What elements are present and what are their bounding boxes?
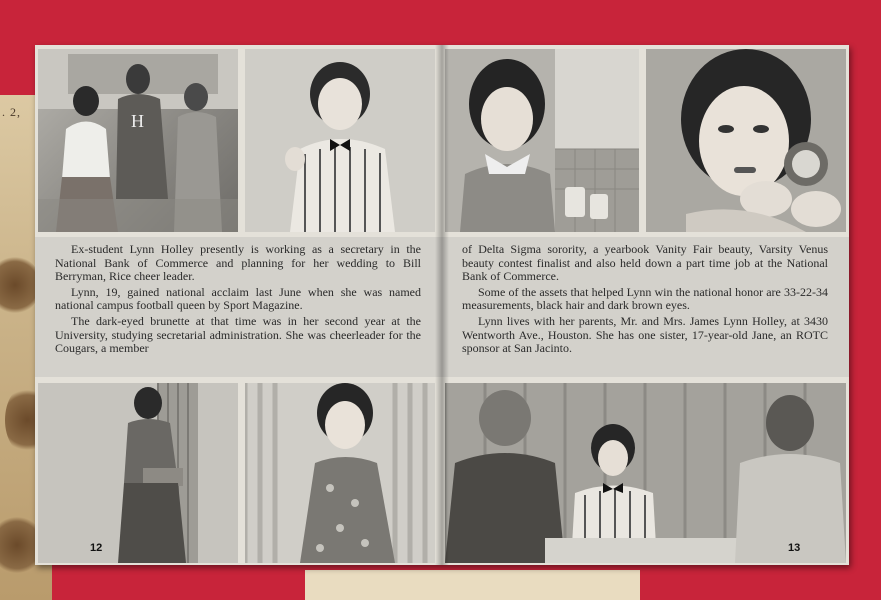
- photo-lynn-walking-with-books: [38, 383, 238, 563]
- article-paragraph: Ex-student Lynn Holley presently is working as a secretary in the National Bank of Commerce and planning for her wedding to Bill Berryman, Rice cheer leader.: [55, 242, 421, 284]
- background-paper-strip: [305, 570, 640, 600]
- photo-lynn-lipstick-closeup: [646, 49, 846, 232]
- booklet-spread: [35, 45, 849, 565]
- article-paragraph: Lynn, 19, gained national acclaim last June when she was named national campus football queen by Sport Magazine.: [55, 284, 421, 313]
- photo-lynn-with-two-men: [38, 49, 238, 232]
- photo-lynn-at-table: [445, 383, 846, 563]
- svg-text:H: H: [131, 111, 144, 131]
- article-paragraph: Some of the assets that helped Lynn win the national honor are 33-22-34 measurements, black hair and dark brown eyes.: [462, 284, 828, 313]
- article-paragraph: Lynn lives with her parents, Mr. and Mrs. James Lynn Holley, at 3430 Wentworth Ave., Houston. She has one sister, 17-year-old Jane, an ROTC sponsor at San Jacinto.: [462, 313, 828, 356]
- photo-lynn-kitchen: [445, 49, 639, 232]
- right-article-column: [462, 243, 828, 358]
- photo-lynn-bowtie: [245, 49, 435, 232]
- left-article-column: [55, 243, 421, 358]
- page-number-right: 13: [788, 542, 801, 554]
- scrap-decoration: [0, 255, 40, 315]
- booklet-spine: [435, 45, 449, 565]
- article-paragraph: of Delta Sigma sorority, a yearbook Vanity Fair beauty, Varsity Venus beauty contest finalist and also held down a part time job at the National Bank of Commerce.: [462, 242, 828, 284]
- photo-lynn-patterned-dress: [245, 383, 435, 563]
- background-scrap-text: . 2,: [2, 105, 21, 119]
- page-number-left: 12: [90, 542, 103, 554]
- article-paragraph: The dark-eyed brunette at that time was in her second year at the University, studying secretarial administration. She was cheerleader for the Cougars, a member: [55, 313, 421, 356]
